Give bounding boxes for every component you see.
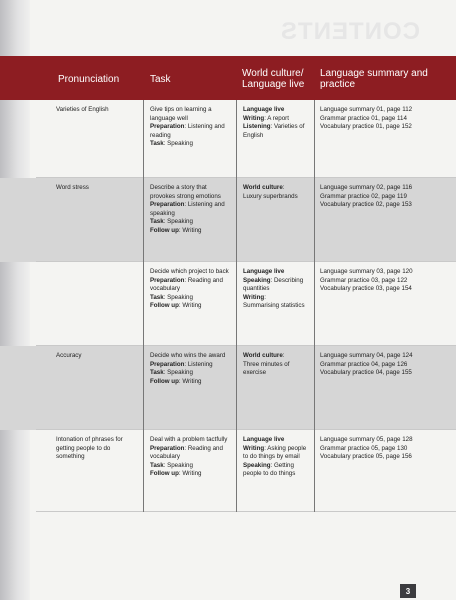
line-text: : Speaking — [163, 218, 193, 226]
table-row — [0, 430, 456, 512]
task-cell — [150, 268, 232, 311]
line-label: Language live — [243, 106, 285, 113]
world-culture-cell-line — [243, 361, 313, 378]
summary-line: Vocabulary practice 04, page 155 — [320, 369, 412, 377]
line-label: Task — [150, 293, 164, 301]
world-culture-cell — [243, 436, 313, 479]
line-text: : Describing quantities — [243, 276, 304, 293]
task-cell-line — [150, 218, 232, 227]
line-text: : Writing — [178, 226, 202, 234]
summary-line: Vocabulary practice 01, page 152 — [320, 123, 412, 131]
line-label: Writing — [243, 293, 265, 301]
line-label: Listening — [243, 123, 271, 131]
world-culture-cell-line — [243, 268, 313, 277]
world-culture-cell-line — [243, 184, 313, 193]
task-cell-line — [150, 470, 232, 479]
line-text: : Reading and vocabulary — [150, 444, 223, 461]
line-label: Speaking — [243, 276, 271, 284]
line-text: : Listening and speaking — [150, 201, 225, 217]
pronunciation-cell: Accuracy — [56, 352, 82, 359]
line-text: Decide who wins the award — [150, 352, 226, 359]
task-cell — [150, 352, 232, 386]
table-row — [0, 346, 456, 430]
task-cell-line — [150, 140, 232, 149]
task-cell-line — [150, 378, 232, 387]
line-text: : A report — [264, 114, 289, 122]
task-cell-line — [150, 462, 232, 471]
column-header-task: Task — [150, 73, 171, 85]
table-row — [0, 100, 456, 178]
summary-line: Vocabulary practice 05, page 156 — [320, 453, 412, 461]
column-divider — [236, 100, 237, 512]
line-label: Preparation — [150, 360, 185, 368]
line-text: : Writing — [178, 470, 202, 478]
line-text: Luxury superbrands — [243, 192, 298, 200]
summary-line: Language summary 03, page 120 — [320, 268, 413, 275]
line-label: Preparation — [150, 276, 185, 284]
line-text: : Listening — [184, 360, 213, 368]
line-label: Follow up — [150, 470, 179, 478]
world-culture-cell-line — [243, 106, 313, 115]
world-culture-cell — [243, 268, 313, 311]
task-cell-line — [150, 277, 232, 294]
page-heading: CONTENTS — [280, 18, 420, 45]
line-label: Writing — [243, 114, 265, 122]
world-culture-cell-line — [243, 193, 313, 202]
summary-line: Grammar practice 04, page 126 — [320, 360, 408, 368]
summary-line: Grammar practice 01, page 114 — [320, 114, 407, 122]
line-label: World culture — [243, 184, 283, 191]
world-culture-cell — [243, 352, 313, 378]
line-label: Task — [150, 369, 164, 377]
line-text: Decide which project to back — [150, 268, 229, 275]
line-label: Task — [150, 218, 164, 226]
line-text: : Speaking — [163, 293, 193, 301]
line-label: Language live — [243, 268, 285, 275]
line-text: : — [264, 293, 266, 301]
task-cell-line — [150, 302, 232, 311]
line-text: : Getting people to do things — [243, 461, 296, 478]
summary-line: Language summary 02, page 116 — [320, 184, 413, 191]
pronunciation-cell: Word stress — [56, 184, 89, 191]
line-text: Summarising statistics — [243, 302, 305, 310]
summary-line: Grammar practice 02, page 119 — [320, 192, 407, 200]
task-cell-line — [150, 445, 232, 462]
summary-line: Grammar practice 05, page 130 — [320, 444, 408, 452]
summary-line: Language summary 05, page 128 — [320, 436, 413, 443]
line-text: : Writing — [178, 302, 202, 310]
summary-line: Language summary 04, page 124 — [320, 352, 413, 359]
world-culture-cell-line — [243, 294, 313, 303]
task-cell-line — [150, 184, 232, 201]
summary-line: Language summary 01, page 112 — [320, 106, 413, 113]
line-text: : Listening and reading — [150, 123, 225, 139]
task-cell-line — [150, 361, 232, 370]
summary-line: Grammar practice 03, page 122 — [320, 276, 408, 284]
column-header-pronunciation: Pronunciation — [58, 73, 120, 85]
task-cell-line — [150, 294, 232, 303]
task-cell — [150, 184, 232, 236]
task-cell-line — [150, 106, 232, 123]
column-divider — [143, 100, 144, 512]
world-culture-cell-line — [243, 352, 313, 361]
column-header-summary: Language summary and practice — [320, 68, 428, 90]
line-label: Preparation — [150, 444, 185, 452]
world-culture-cell-line — [243, 436, 313, 445]
column-divider — [314, 100, 315, 512]
column-header-world-culture: World culture/ Language live — [242, 68, 305, 90]
line-text: : Varieties of English — [243, 123, 305, 139]
table-row — [0, 262, 456, 346]
line-text: : Reading and vocabulary — [150, 276, 223, 293]
summary-cell — [320, 352, 440, 378]
task-cell-line — [150, 352, 232, 361]
world-culture-cell-line — [243, 123, 313, 140]
task-cell — [150, 436, 232, 479]
line-text: : Speaking — [163, 369, 193, 377]
line-label: Language live — [243, 436, 285, 443]
world-culture-cell — [243, 184, 313, 201]
line-label: Task — [150, 140, 164, 148]
line-label: Speaking — [243, 461, 271, 469]
summary-line: Vocabulary practice 03, page 154 — [320, 285, 412, 293]
line-text: Give tips on learning a language well — [150, 106, 212, 122]
line-label: Follow up — [150, 226, 179, 234]
line-text: Deal with a problem tactfully — [150, 436, 228, 443]
summary-cell — [320, 106, 440, 132]
task-cell-line — [150, 227, 232, 236]
world-culture-cell-line — [243, 445, 313, 462]
summary-cell — [320, 184, 440, 210]
task-cell — [150, 106, 232, 149]
line-text: : — [282, 184, 285, 191]
summary-cell — [320, 436, 440, 462]
world-culture-cell-line — [243, 115, 313, 124]
task-cell-line — [150, 436, 232, 445]
line-text: : Asking people to do things by email — [243, 444, 307, 461]
line-label: Follow up — [150, 377, 179, 385]
line-label: World culture — [243, 352, 283, 359]
world-culture-cell-line — [243, 462, 313, 479]
row-separator — [36, 511, 456, 512]
pronunciation-cell: Varieties of English — [56, 106, 109, 113]
line-text: Describe a story that provokes strong emotions — [150, 184, 221, 200]
summary-line: Vocabulary practice 02, page 153 — [320, 201, 412, 209]
task-cell-line — [150, 268, 232, 277]
task-cell-line — [150, 369, 232, 378]
task-cell-line — [150, 123, 232, 140]
line-label: Preparation — [150, 123, 185, 131]
line-label: Writing — [243, 444, 265, 452]
line-text: : — [282, 352, 285, 359]
line-text: : Speaking — [163, 140, 193, 148]
line-text: : Speaking — [163, 461, 193, 469]
line-label: Follow up — [150, 302, 179, 310]
page-number: 3 — [400, 584, 416, 598]
pronunciation-cell: Intonation of phrases for getting people to do something — [56, 436, 123, 461]
summary-cell — [320, 268, 440, 294]
task-cell-line — [150, 201, 232, 218]
line-label: Preparation — [150, 201, 185, 209]
table-header — [58, 60, 456, 98]
table-row — [0, 178, 456, 262]
line-label: Task — [150, 461, 164, 469]
world-culture-cell-line — [243, 277, 313, 294]
line-text: : Writing — [178, 377, 202, 385]
line-text: Three minutes of exercise — [243, 360, 290, 377]
world-culture-cell — [243, 106, 313, 140]
world-culture-cell-line — [243, 302, 313, 311]
